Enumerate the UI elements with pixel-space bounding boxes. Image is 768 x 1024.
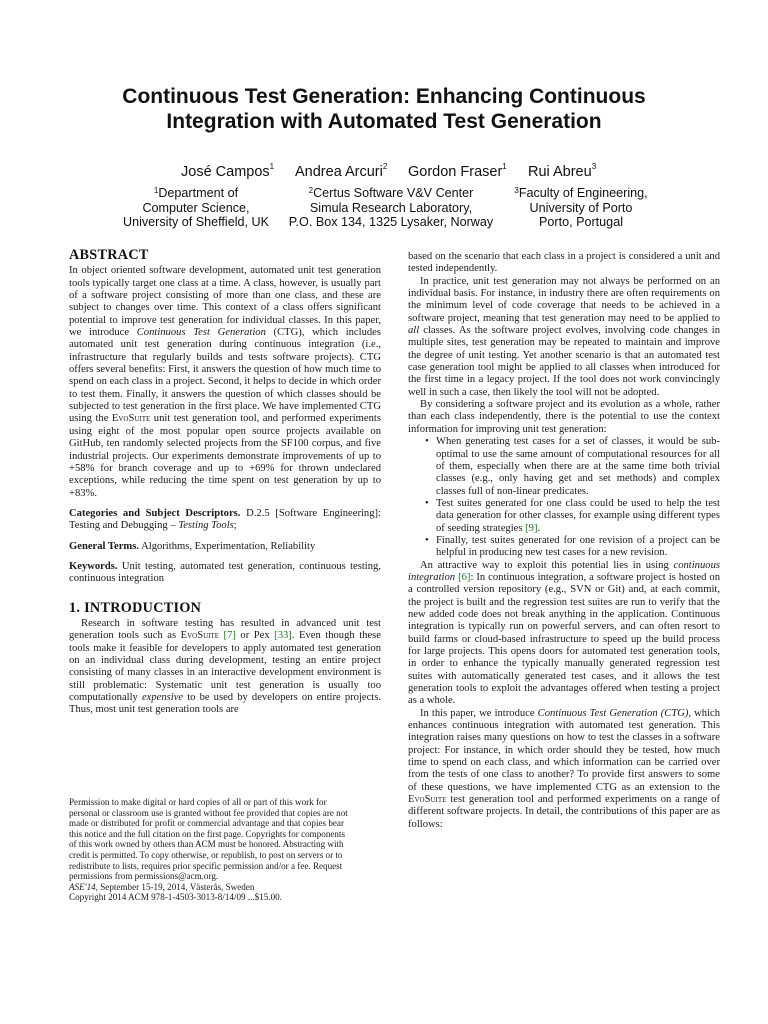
author-name: Rui Abreu$^3$ [528,162,597,180]
body-paragraph: By considering a software project and its evolution as a whole, rather than each class independently, there is the potential to use the context information for improving unit test generation: [408,399,720,435]
body-paragraph: In this paper, we introduce Continuous Test Generation (CTG), which enhances continuous integration with automated test generation. This integration raises many questions on how to test the classes in a software project: For instance, in which order should they be tested, how much time to spend on each class, and which information can be carried over from the tests of one class to another? To provide first answers to some of these questions, we have implemented CTG as an extension to the EvoSuite test generation tool and performed experiments on a range of different software projects. In detail, the contributions of this paper are as follows: [408,707,721,830]
affiliation: $^3$Faculty of Engineering, University of Porto Porto, Portugal [514,186,648,229]
abstract-heading: ABSTRACT [69,247,149,263]
citation-link[interactable]: [33] [274,630,292,642]
left-column [69,249,381,717]
paper-title [0,84,768,134]
body-paragraph: based on the scenario that each class in a project is considered a unit and tested independently. [408,251,720,275]
keywords-paragraph: Keywords. Unit testing, automated test generation, continuous testing, continuous integration [69,560,381,585]
categories-paragraph: Categories and Subject Descriptors. D.2.5 [Software Engineering]: Testing and Debugging – Testing Tools; [69,507,381,532]
bullet-list [408,436,720,559]
author-name: José Campos$^1$ [181,162,275,180]
bullet-icon: • [425,534,429,546]
body-paragraph: In practice, unit test generation may not always be performed on an individual basis. For instance, in industry there are often requirements on the minimum level of code coverage that needs to be achieved in a software project, meaning that test generation may need to be applied to all classes. As the software project evolves, involving code changes in multiple sites, test generation may be repeated to maintain and improve the degree of unit testing. Yet another scenario is that an automated test case generation tool might be applied to all classes when introduced for the first time in a legacy project. If the tool does not work convincingly well in such a case, then likely the tool will not be adopted. [408,275,720,398]
bullet-icon: • [425,497,429,509]
paper-title-line-1: Continuous Test Generation: Enhancing Continuous [122,85,646,108]
list-item: • Test suites generated for one class could be used to help the test data generation for other classes, for example using different types of seeding strategies [9]. [425,497,720,534]
body-paragraph: An attractive way to exploit this potential lies in using continuous integration [6]: In continuous integration, a software project is hosted on a controlled version repository (e.g., SVN or Git) and, at each commit, the project is built and the regression test suites are run to verify that the new added code does not break anything in the application. Continuous integration is typically run on powerful servers, and can often resort to build farms or cloud-based infrastructure to speed up the build process for large projects. This opens doors for automated test generation tools, in order to enhance the typically manually generated regression test suites with automatically generated test cases, and it allows the test generation tools to exploit the advantages offered when testing a project as a whole. [408,559,720,707]
introduction-heading: 1. INTRODUCTION [69,599,202,616]
paper-title-line-2: Integration with Automated Test Generation [166,110,602,133]
right-column [408,251,720,831]
author-name: Gordon Fraser$^1$ [408,162,507,180]
copyright-footnote: Permission to make digital or hard copies of all or part of this work for personal or classroom use is granted without fee provided that copies are not made or distributed for profit or commercial advantage and that copies bear this notice and the full citation on the first page. Copyrights for components of this work owned by others than ACM must be honored. Abstracting with credit is permitted. To copy otherwise, or republish, to post on servers or to redistribute to lists, requires prior specific permission and/or a fee. Request permissions from permissions@acm.org. ASE'14, September 15-19, 2014, Västerås, Sweden Copyright 2014 ACM 978-1-4503-3013-8/14/09 ...$15.00. [69,797,348,903]
citation-link[interactable]: [7] [223,630,236,642]
affiliation: $^1$Department of Computer Science, University of Sheffield, UK [122,186,270,229]
citation-link[interactable]: [9] [525,522,538,534]
introduction-text: Research in software testing has resulted in advanced unit test generation tools such as EvoSuite [7] or Pex [33]. Even though these tools make it feasible for developers to apply automated test generation on an individual class during development, testing an entire project consisting of many classes in an interactive development environment is still problematic: Systematic unit test generation is usually too computationally expensive to be used by developers on entire projects. Thus, most unit test generation tools are [69,617,381,716]
list-item: • Finally, test suites generated for one revision of a project can be helpful in producing new test cases for a new revision. [425,534,720,559]
list-item: • When generating test cases for a set of classes, it would be sub-optimal to use the same amount of computational resources for all of them, especially when there are at the same time both trivial classes (e.g., only having get and set methods) and complex classes full of non-linear predicates. [425,436,720,497]
abstract-text: In object oriented software development, automated unit test generation tools typically target one class at a time. A class, however, is usually part of a software project consisting of more than one class, and these are subject to changes over time. This context of a class offers significant potential to improve test generation for individual classes. In this paper, we introduce Continuous Test Generation (CTG), which includes automated unit test generation during continuous integration (i.e., infrastructure that regularly builds and tests software projects). CTG offers several benefits: First, it answers the question of how much time to spend on each class in a project. Second, it helps to decide in which order to test them. Finally, it answers the question of which classes should be subjected to test generation in the first place. We have implemented CTG using the EvoSuite unit test generation tool, and performed experiments using eight of the most popular open source projects available on GitHub, ten randomly selected projects from the SF100 corpus, and five industrial projects. Our experiments demonstrate improvements of up to +58% for branch coverage and up to +69% for thrown undeclared exceptions, while reducing the time spent on test generation by up to +83%. [69,265,381,499]
citation-link[interactable]: [6] [458,571,471,583]
general-terms-paragraph: General Terms. Algorithms, Experimentation, Reliability [69,540,316,552]
author-name: Andrea Arcuri$^2$ [295,162,388,180]
bullet-icon: • [425,436,429,448]
affiliation: $^2$Certus Software V&V Center Simula Research Laboratory, P.O. Box 134, 1325 Lysaker, Norway [288,186,494,229]
